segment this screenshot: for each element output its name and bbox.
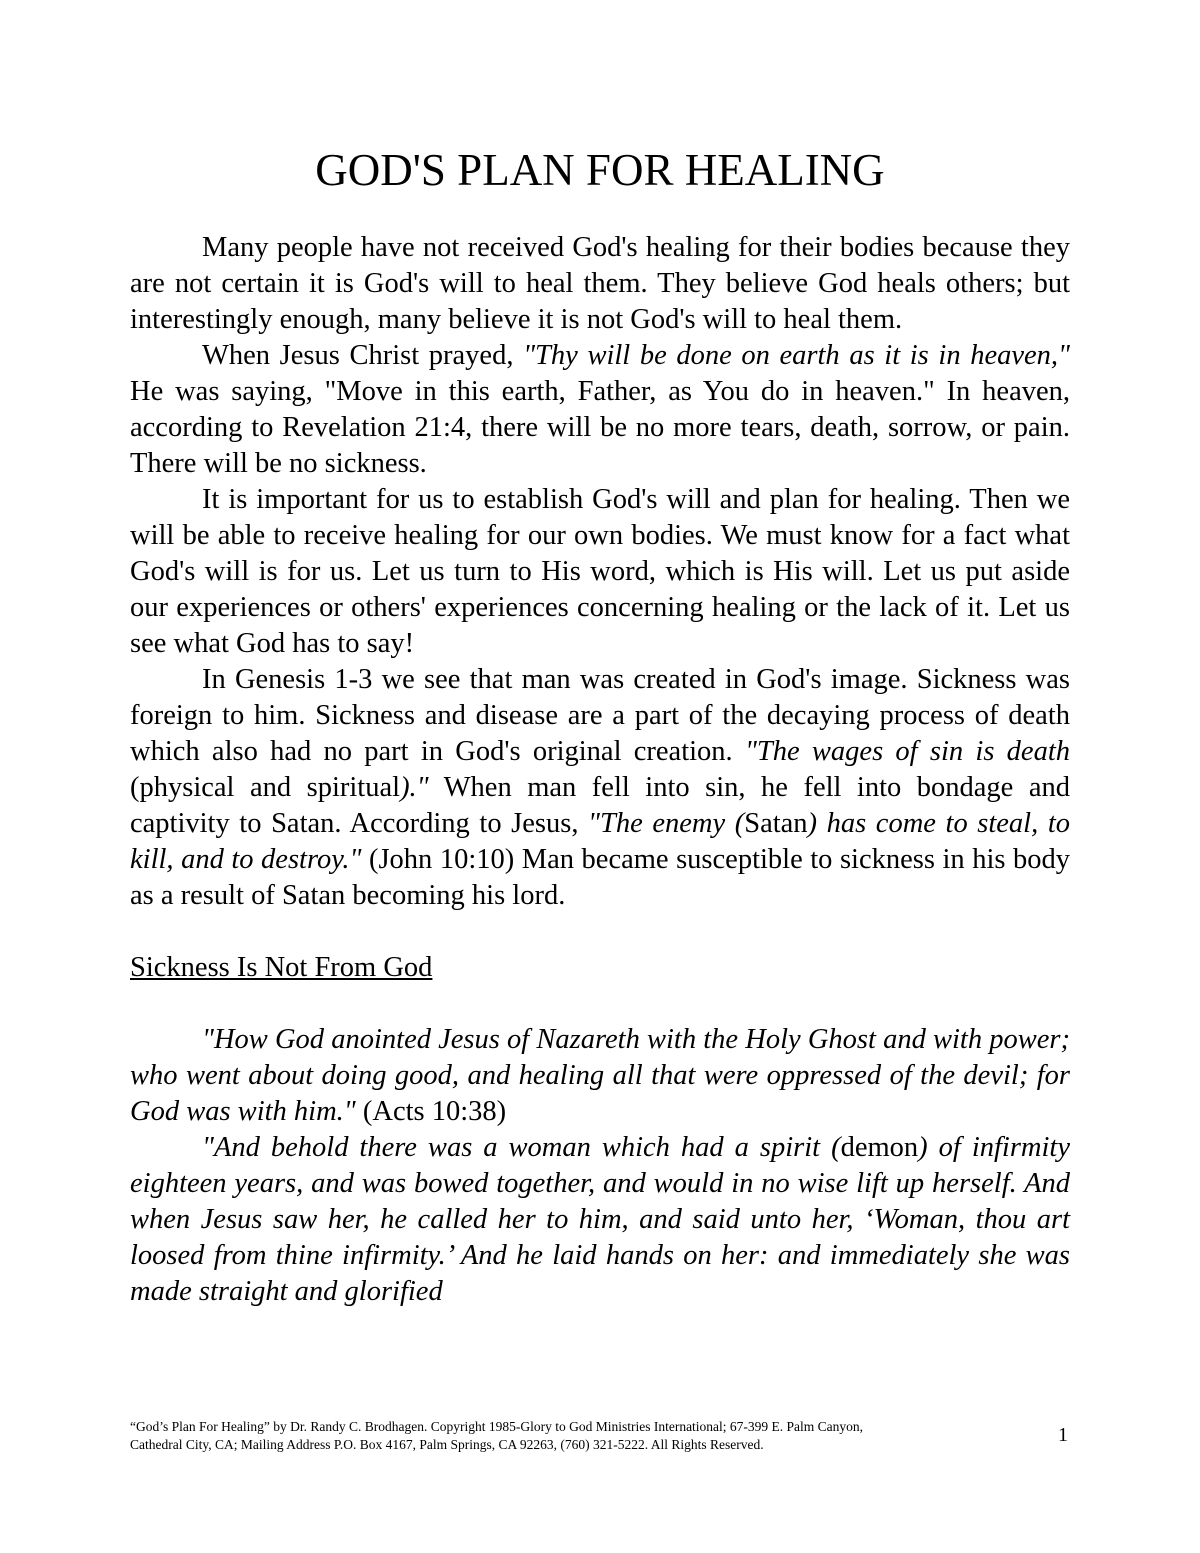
- italic-text-run: ).": [400, 772, 429, 803]
- page-title: GOD'S PLAN FOR HEALING: [315, 145, 885, 195]
- italic-text-run: "The wages of sin is death: [744, 736, 1070, 767]
- text-run: When man fell into sin, he fell into bondage and captivity to Satan. According to Jesus,: [130, 772, 1070, 839]
- scripture-quote: [130, 1130, 1070, 1310]
- italic-text-run: ) has come to steal, to kill, and to destroy.": [130, 808, 1070, 875]
- text-run: He was saying, "Move in this earth, Father, as You do in heaven." In heaven, according to Revelation 21:4, there will be no more tears, death, sorrow, or pain. There will be no sickness.: [130, 376, 1070, 479]
- paragraph: [130, 482, 1070, 662]
- italic-text-run: "The enemy (: [588, 808, 745, 839]
- paragraph: [130, 230, 1070, 338]
- paragraph: [130, 338, 1070, 482]
- page-number: 1: [1058, 1424, 1068, 1446]
- text-run: (Acts 10:38): [355, 1096, 507, 1127]
- page-footer: [130, 1418, 1010, 1454]
- paragraph: [130, 662, 1070, 914]
- text-run: It is important for us to establish God's will and plan for healing. Then we will be able to receive healing for our own bodies. We must know for a fact what God's will is for us. Let us turn to His word, which is His will. Let us put aside our experiences or others' experiences concerning healing or the lack of it. Let us see what God has to say!: [130, 484, 1070, 659]
- text-run: Satan: [744, 808, 808, 839]
- text-run: When Jesus Christ prayed,: [202, 340, 524, 371]
- italic-text-run: "And behold there was a woman which had a spirit (: [202, 1132, 841, 1163]
- document-body: [130, 230, 1070, 1310]
- text-run: (physical and spiritual: [130, 772, 401, 803]
- text-run: Many people have not received God's healing for their bodies because they are not certain it is God's will to heal them. They believe God heals others; but interestingly enough, many believe it is not God's will to heal them.: [130, 232, 1070, 335]
- footer-line: “God’s Plan For Healing” by Dr. Randy C. Brodhagen. Copyright 1985-Glory to God Ministries International; 67-399 E. Palm Canyon,: [130, 1419, 864, 1434]
- italic-text-run: ) of infirmity eighteen years, and was bowed together, and would in no wise lift up herself. And when Jesus saw her, he called her to him, and said unto her, ‘Woman, thou art loosed from thine infirmity.’ And he laid hands on her: and immediately she was made straight and glorified: [130, 1132, 1070, 1307]
- italic-text-run: "Thy will be done on earth as it is in heaven,": [523, 340, 1070, 371]
- text-run: (John 10:10) Man became susceptible to sickness in his body as a result of Satan becoming his lord.: [130, 844, 1070, 911]
- footer-line: Cathedral City, CA; Mailing Address P.O. Box 4167, Palm Springs, CA 92263, (760) 321-5222. All Rights Reserved.: [130, 1437, 764, 1452]
- italic-text-run: "How God anointed Jesus of Nazareth with the Holy Ghost and with power; who went about doing good, and healing all that were oppressed of the devil; for God was with him.": [130, 1024, 1070, 1127]
- text-run: demon: [840, 1132, 919, 1163]
- scripture-quote: [130, 1022, 1070, 1130]
- text-run: In Genesis 1-3 we see that man was created in God's image. Sickness was foreign to him. Sickness and disease are a part of the decaying process of death which also had no part in God's original creation.: [130, 664, 1070, 767]
- section-heading: Sickness Is Not From God: [130, 952, 433, 983]
